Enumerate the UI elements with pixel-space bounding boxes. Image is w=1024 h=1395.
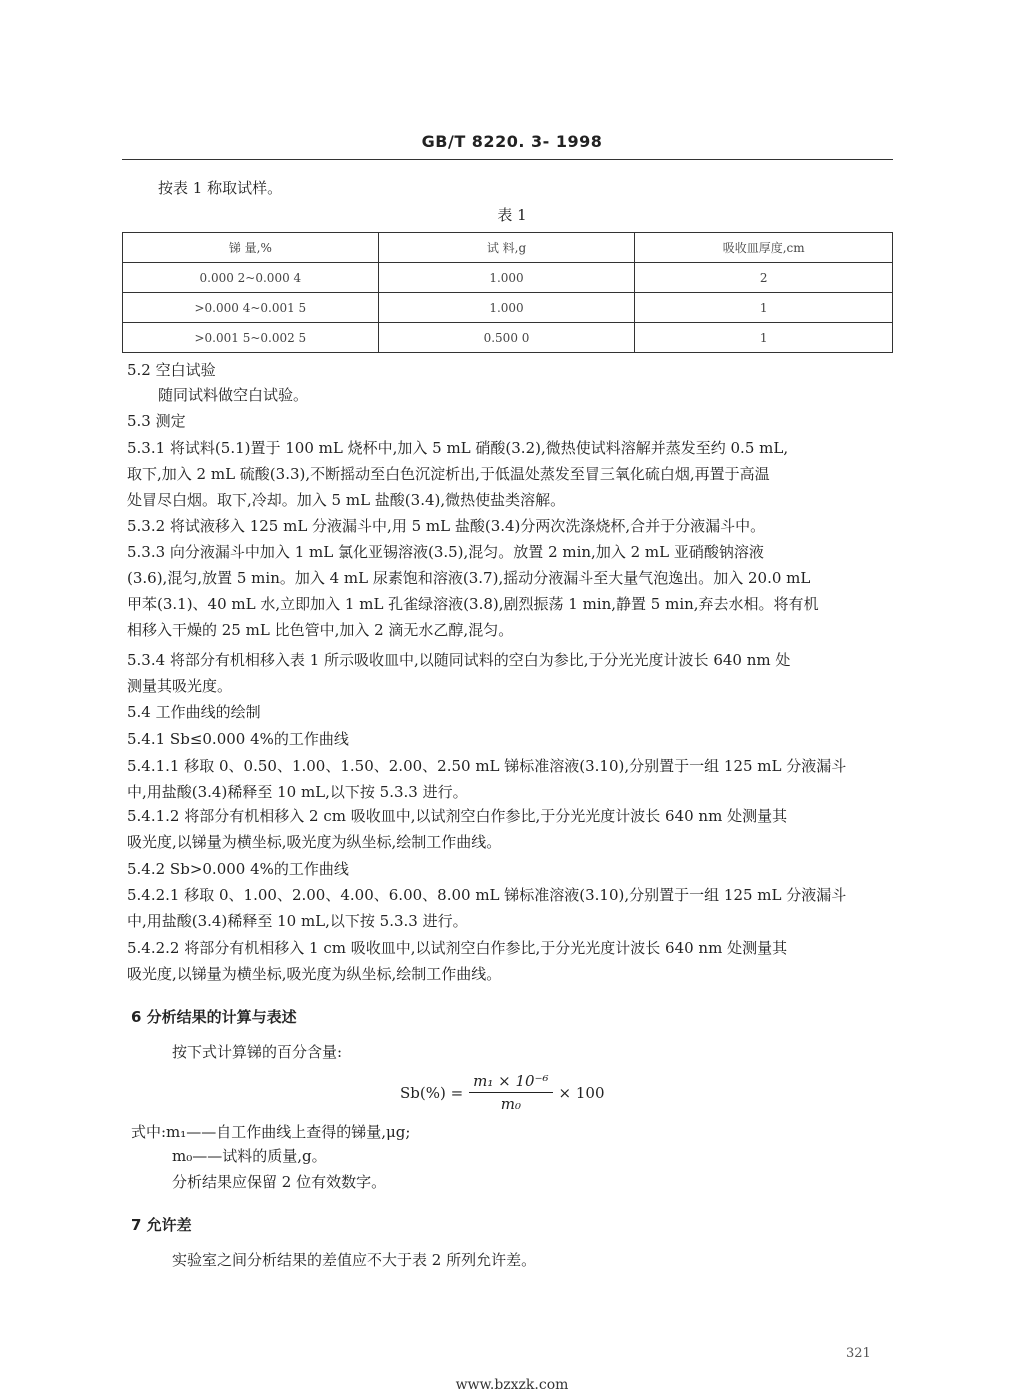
table1: [122, 232, 893, 353]
formula-rhs: × 100: [558, 1083, 605, 1102]
section-5-4-heading: 5.4 工作曲线的绘制: [127, 703, 261, 721]
table1-header-row: [123, 233, 893, 263]
body-line: 相移入干燥的 25 mL 比色管中,加入 2 滴无水乙醇,混匀。: [127, 621, 514, 639]
formula-fraction: [469, 1072, 552, 1113]
table1-caption: 表 1: [497, 206, 527, 224]
standard-header: GB/T 8220. 3- 1998: [421, 132, 603, 151]
table-cell: 1: [635, 293, 893, 323]
section-5-4-2-heading: 5.4.2 Sb>0.000 4%的工作曲线: [127, 860, 349, 878]
table-row: [123, 323, 893, 353]
table-cell: 1.000: [378, 293, 635, 323]
table-row: [123, 263, 893, 293]
body-line: 5.4.1.1 移取 0、0.50、1.00、1.50、2.00、2.50 mL 锑标准溶液(3.10),分别置于一组 125 mL 分液漏斗: [127, 757, 847, 775]
section-6-heading: 6 分析结果的计算与表述: [131, 1008, 297, 1026]
table-cell: 1: [635, 323, 893, 353]
section-5-2-heading: 5.2 空白试验: [127, 361, 216, 379]
page-number: 321: [846, 1346, 871, 1361]
table-cell: >0.000 4~0.001 5: [123, 293, 379, 323]
table-cell: 0.500 0: [378, 323, 635, 353]
section-5-3-heading: 5.3 测定: [127, 412, 186, 430]
table1-header-cell: 试 料,g: [378, 233, 635, 263]
body-line: 5.3.1 将试料(5.1)置于 100 mL 烧杯中,加入 5 mL 硝酸(3.2),微热使试料溶解并蒸发至约 0.5 mL,: [127, 439, 789, 457]
table1-header-cell: 吸收皿厚度,cm: [635, 233, 893, 263]
body-line: (3.6),混匀,放置 5 min。加入 4 mL 尿素饱和溶液(3.7),摇动分液漏斗至大量气泡逸出。加入 20.0 mL: [127, 569, 811, 587]
body-line: 取下,加入 2 mL 硫酸(3.3),不断摇动至白色沉淀析出,于低温处蒸发至冒三氧化硫白烟,再置于高温: [127, 465, 770, 483]
body-line: 随同试料做空白试验。: [158, 386, 309, 404]
body-line: 吸光度,以锑量为横坐标,吸光度为纵坐标,绘制工作曲线。: [127, 965, 502, 983]
body-line: 测量其吸光度。: [127, 677, 233, 695]
body-line: 5.3.3 向分液漏斗中加入 1 mL 氯化亚锡溶液(3.5),混匀。放置 2 min,加入 2 mL 亚硝酸钠溶液: [127, 543, 764, 561]
body-line: 甲苯(3.1)、40 mL 水,立即加入 1 mL 孔雀绿溶液(3.8),剧烈振荡 1 min,静置 5 min,弃去水相。将有机: [127, 595, 819, 613]
table-cell: 2: [635, 263, 893, 293]
section-5-4-1-heading: 5.4.1 Sb≤0.000 4%的工作曲线: [127, 730, 349, 748]
table-cell: 1.000: [378, 263, 635, 293]
body-line: 5.4.2.1 移取 0、1.00、2.00、4.00、6.00、8.00 mL 锑标准溶液(3.10),分别置于一组 125 mL 分液漏斗: [127, 886, 847, 904]
table-cell: 0.000 2~0.000 4: [123, 263, 379, 293]
body-line: 处冒尽白烟。取下,冷却。加入 5 mL 盐酸(3.4),微热使盐类溶解。: [127, 491, 566, 509]
formula-where-1: 式中:m₁——自工作曲线上查得的锑量,μg;: [131, 1123, 411, 1141]
formula-lhs: Sb(%) =: [400, 1083, 464, 1102]
table-row: [123, 293, 893, 323]
section-7-heading: 7 允许差: [131, 1216, 192, 1234]
formula-numerator: m₁ × 10⁻⁶: [469, 1072, 552, 1093]
table-cell: >0.001 5~0.002 5: [123, 323, 379, 353]
website-watermark: www.bzxzk.com: [455, 1377, 569, 1393]
body-line: 吸光度,以锑量为横坐标,吸光度为纵坐标,绘制工作曲线。: [127, 833, 502, 851]
formula-intro: 按下式计算锑的百分含量:: [172, 1043, 343, 1061]
section-7-text: 实验室之间分析结果的差值应不大于表 2 所列允许差。: [172, 1251, 537, 1269]
formula-denominator: m₀: [500, 1095, 521, 1113]
body-line: 5.4.2.2 将部分有机相移入 1 cm 吸收皿中,以试剂空白作参比,于分光光度计波长 640 nm 处测量其: [127, 939, 788, 957]
body-line: 5.3.2 将试液移入 125 mL 分液漏斗中,用 5 mL 盐酸(3.4)分两次洗涤烧杯,合并于分液漏斗中。: [127, 517, 766, 535]
formula: [400, 1072, 605, 1113]
intro-text: 按表 1 称取试样。: [158, 179, 283, 197]
body-line: 5.3.4 将部分有机相移入表 1 所示吸收皿中,以随同试料的空白为参比,于分光光度计波长 640 nm 处: [127, 651, 791, 669]
body-line: 中,用盐酸(3.4)稀释至 10 mL,以下按 5.3.3 进行。: [127, 783, 468, 801]
table1-header-cell: 锑 量,%: [123, 233, 379, 263]
header-rule: [122, 159, 893, 160]
body-line: 中,用盐酸(3.4)稀释至 10 mL,以下按 5.3.3 进行。: [127, 912, 468, 930]
body-line: 5.4.1.2 将部分有机相移入 2 cm 吸收皿中,以试剂空白作参比,于分光光度计波长 640 nm 处测量其: [127, 807, 788, 825]
precision-note: 分析结果应保留 2 位有效数字。: [172, 1173, 387, 1191]
formula-where-2: m₀——试料的质量,g。: [172, 1147, 327, 1165]
